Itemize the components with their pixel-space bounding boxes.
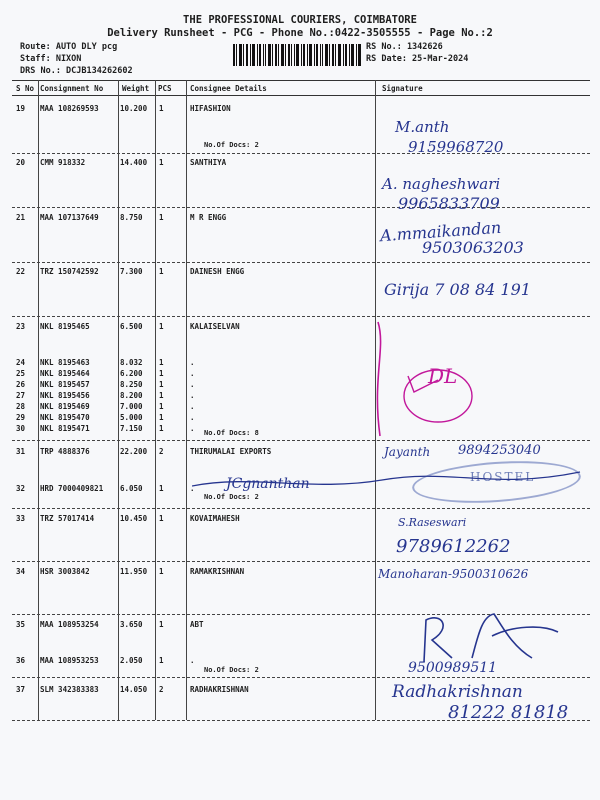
cell-consignee: . [190, 369, 195, 378]
cell-pcs: 1 [159, 413, 164, 422]
table-top-rule [12, 80, 590, 81]
cell-consignment: NKL 8195457 [40, 380, 90, 389]
table-row [0, 380, 600, 391]
cell-sno: 19 [16, 104, 26, 113]
cell-pcs: 1 [159, 369, 164, 378]
cell-consignee: THIRUMALAI EXPORTS [190, 447, 272, 456]
drs-number: DRS No.: DCJB134262602 [20, 66, 133, 76]
handwritten-signature: Radhakrishnan [392, 682, 523, 702]
cell-consignment: MAA 108953254 [40, 620, 99, 629]
cell-pcs: 1 [159, 391, 164, 400]
handwritten-phone: 9503063203 [422, 238, 524, 257]
cell-weight: 8.200 [120, 391, 143, 400]
table-row [0, 158, 600, 169]
handwritten-phone: 9789612262 [396, 536, 511, 557]
table-header-rule [12, 95, 590, 96]
cell-pcs: 1 [159, 514, 164, 523]
cell-sno: 20 [16, 158, 26, 167]
cell-consignee: . [190, 424, 195, 433]
cell-consignment: NKL 8195463 [40, 358, 90, 367]
handwritten-phone: 9159968720 [408, 138, 504, 156]
handwritten-phone: 9965833709 [398, 194, 500, 213]
barcode [233, 44, 361, 66]
route-label: Route: AUTO DLY pcg [20, 42, 118, 52]
cell-consignment: MAA 108269593 [40, 104, 99, 113]
cell-weight: 22.200 [120, 447, 148, 456]
cell-pcs: 1 [159, 656, 164, 665]
cell-consignment: MAA 107137649 [40, 213, 99, 222]
cell-weight: 11.950 [120, 567, 148, 576]
cell-consignee: . [190, 391, 195, 400]
cell-consignee: M R ENGG [190, 213, 227, 222]
table-row [0, 104, 600, 115]
handwritten-signature: S.Raseswari [398, 516, 467, 529]
cell-pcs: 1 [159, 267, 164, 276]
cell-sno: 35 [16, 620, 26, 629]
stamp-text: HOSTEL [470, 470, 536, 484]
cell-sno: 36 [16, 656, 26, 665]
table-row [0, 322, 600, 333]
handwritten-phone: 9500989511 [408, 660, 498, 676]
cell-sno: 34 [16, 567, 26, 576]
cell-pcs: 1 [159, 322, 164, 331]
cell-consignee: SANTHIYA [190, 158, 227, 167]
table-row [0, 413, 600, 424]
cell-weight: 7.000 [120, 402, 143, 411]
cell-consignee: . [190, 413, 195, 422]
cell-pcs: 1 [159, 104, 164, 113]
cell-pcs: 2 [159, 447, 164, 456]
cell-pcs: 2 [159, 685, 164, 694]
handwritten-signature: Girija 7 08 84 191 [384, 280, 531, 299]
cell-pcs: 1 [159, 402, 164, 411]
cell-weight: 6.050 [120, 484, 143, 493]
cell-consignment: SLM 342383383 [40, 685, 99, 694]
cell-sno: 22 [16, 267, 26, 276]
handwritten-phone: 81222 81818 [448, 702, 569, 723]
row-separator [12, 508, 590, 509]
cell-weight: 5.000 [120, 413, 143, 422]
handwritten-signature: Jayanth [384, 445, 431, 459]
handwritten-signature: A.mmaikandan [379, 217, 502, 246]
cell-pcs: 1 [159, 213, 164, 222]
cell-consignee: . [190, 380, 195, 389]
cell-sno: 26 [16, 380, 26, 389]
cell-weight: 14.050 [120, 685, 148, 694]
table-row [0, 358, 600, 369]
table-row [0, 514, 600, 525]
table-row [0, 424, 600, 435]
cell-consignment: NKL 8195464 [40, 369, 90, 378]
cell-sno: 32 [16, 484, 26, 493]
cell-pcs: 1 [159, 380, 164, 389]
cell-sno: 33 [16, 514, 26, 523]
row-separator [12, 440, 590, 441]
docs-count: No.Of Docs: 2 [204, 493, 259, 501]
cell-sno: 30 [16, 424, 26, 433]
handwritten-signature: M.anth [395, 118, 450, 136]
cell-consignment: MAA 108953253 [40, 656, 99, 665]
cell-consignment: HSR 3003842 [40, 567, 90, 576]
cell-pcs: 1 [159, 158, 164, 167]
handwritten-signature: Manoharan-9500310626 [378, 567, 529, 581]
cell-consignment: NKL 8195465 [40, 322, 90, 331]
table-row [0, 402, 600, 413]
handwritten-mark: DL [428, 364, 458, 388]
cell-weight: 10.450 [120, 514, 148, 523]
table-row [0, 267, 600, 278]
cell-consignee: . [190, 656, 195, 665]
cell-consignee: ABT [190, 620, 204, 629]
magenta-bracket-mark [368, 318, 478, 440]
handwritten-phone: 9894253040 [458, 443, 541, 458]
cell-weight: 10.200 [120, 104, 148, 113]
cell-consignment: TRZ 57017414 [40, 514, 95, 523]
col-consignment-header: Consignment No [40, 84, 104, 93]
cell-weight: 3.650 [120, 620, 143, 629]
cell-weight: 6.200 [120, 369, 143, 378]
cell-consignment: TRP 4888376 [40, 447, 90, 456]
col-pcs-header: PCS [158, 84, 172, 93]
company-title: THE PROFESSIONAL COURIERS, COIMBATORE [183, 14, 417, 26]
cell-consignee: . [190, 484, 195, 493]
cell-consignment: HRD 7000409821 [40, 484, 104, 493]
rs-date: RS Date: 25-Mar-2024 [366, 54, 469, 64]
cell-pcs: 1 [159, 620, 164, 629]
col-signature-header: Signature [382, 84, 423, 93]
cell-weight: 14.400 [120, 158, 148, 167]
staff-label: Staff: NIXON [20, 54, 82, 64]
cell-weight: 8.250 [120, 380, 143, 389]
cell-pcs: 1 [159, 567, 164, 576]
cell-consignee: KOVAIMAHESH [190, 514, 240, 523]
table-row [0, 391, 600, 402]
row-separator [12, 207, 590, 208]
col-weight-header: Weight [122, 84, 150, 93]
cell-consignee: RAMAKRISHNAN [190, 567, 245, 576]
cell-consignee: KALAISELVAN [190, 322, 240, 331]
cell-pcs: 1 [159, 424, 164, 433]
cell-weight: 6.500 [120, 322, 143, 331]
cell-consignment: CMM 918332 [40, 158, 86, 167]
cell-consignee: HIFASHION [190, 104, 231, 113]
handwritten-signature: A. nagheshwari [382, 175, 501, 193]
cell-weight: 8.750 [120, 213, 143, 222]
runsheet-subtitle: Delivery Runsheet - PCG - Phone No.:0422-3505555 - Page No.:2 [107, 27, 493, 39]
cell-sno: 27 [16, 391, 26, 400]
cell-sno: 24 [16, 358, 26, 367]
cell-sno: 28 [16, 402, 26, 411]
cell-sno: 25 [16, 369, 26, 378]
cell-consignee: . [190, 402, 195, 411]
cell-consignee: RADHAKRISHNAN [190, 685, 249, 694]
docs-count: No.Of Docs: 2 [204, 666, 259, 674]
docs-count: No.Of Docs: 2 [204, 141, 259, 149]
cell-consignment: NKL 8195471 [40, 424, 90, 433]
cell-weight: 8.032 [120, 358, 143, 367]
table-row [0, 213, 600, 224]
rs-number: RS No.: 1342626 [366, 42, 443, 52]
cell-sno: 23 [16, 322, 26, 331]
cell-consignment: NKL 8195469 [40, 402, 90, 411]
cell-sno: 37 [16, 685, 26, 694]
row-separator [12, 561, 590, 562]
cell-sno: 21 [16, 213, 26, 222]
row-separator [12, 677, 590, 678]
cell-consignee: . [190, 358, 195, 367]
docs-count: No.Of Docs: 8 [204, 429, 259, 437]
cell-weight: 2.050 [120, 656, 143, 665]
cell-consignment: NKL 8195456 [40, 391, 90, 400]
cell-pcs: 1 [159, 484, 164, 493]
cell-consignment: TRZ 150742592 [40, 267, 99, 276]
cell-consignee: DAINESH ENGG [190, 267, 245, 276]
handwritten-signature: JCgnanthan [226, 476, 310, 492]
cell-sno: 29 [16, 413, 26, 422]
cell-pcs: 1 [159, 358, 164, 367]
cell-consignment: NKL 8195470 [40, 413, 90, 422]
row-separator [12, 262, 590, 263]
cell-sno: 31 [16, 447, 26, 456]
cell-weight: 7.300 [120, 267, 143, 276]
col-sno-header: S No [16, 84, 35, 93]
table-row [0, 369, 600, 380]
col-consignee-header: Consignee Details [190, 84, 267, 93]
cell-weight: 7.150 [120, 424, 143, 433]
row-separator [12, 316, 590, 317]
